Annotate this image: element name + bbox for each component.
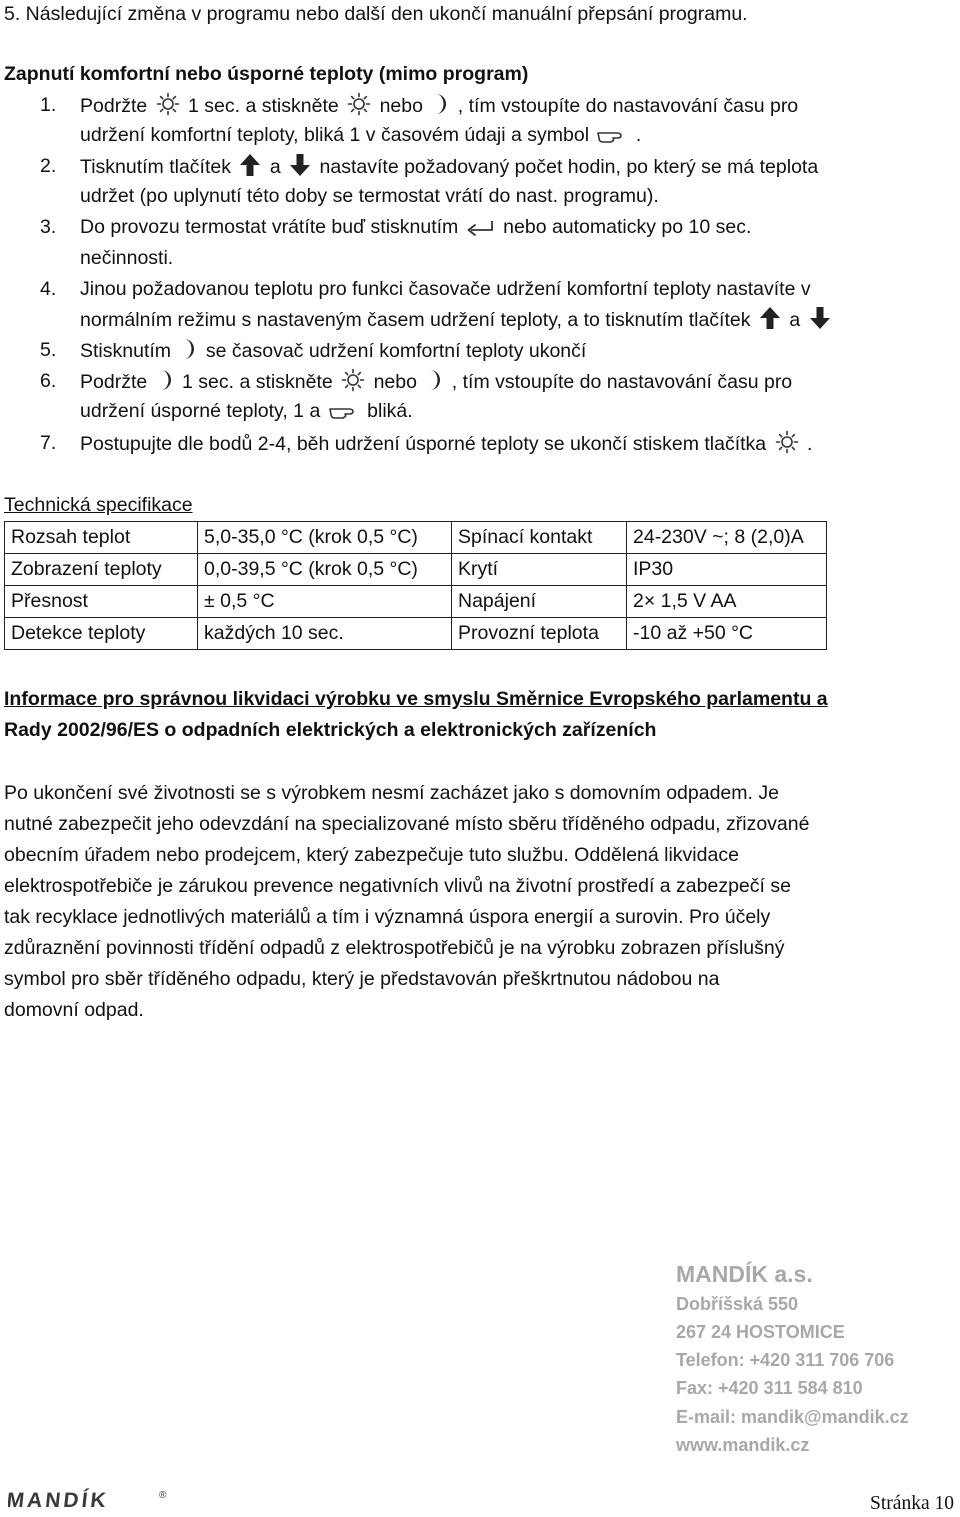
- item-6-number: 6.: [40, 370, 57, 392]
- spec-heading: Technická specifikace: [4, 494, 193, 516]
- hand-icon: [329, 403, 359, 421]
- table-row: [5, 618, 827, 650]
- item-7-number: 7.: [40, 432, 57, 454]
- arrow-up-icon: [239, 153, 261, 177]
- disposal-body-line: symbol pro sběr tříděného odpadu, který je představován přeškrtnutou nádobou na: [4, 968, 720, 990]
- disposal-body-line: elektrospotřebiče je zárukou prevence negativních vlivů na životní prostředí a zabezpečí se: [4, 875, 791, 897]
- item-3-line-1: Do provozu termostat vrátíte buď stisknutím nebo automaticky po 10 sec.: [80, 216, 752, 238]
- spec-table: [4, 521, 827, 650]
- disposal-body-line: zdůraznění povinnosti třídění odpadů z elektrospotřebičů je na výrobku zobrazen příslušný: [4, 937, 785, 959]
- table-cell: 24-230V ~; 8 (2,0)A: [627, 522, 827, 554]
- sun-icon: [775, 430, 799, 454]
- table-cell: Detekce teploty: [5, 618, 198, 650]
- table-cell: 2× 1,5 V AA: [627, 586, 827, 618]
- table-cell: -10 až +50 °C: [627, 618, 827, 650]
- disposal-heading-line-1: Informace pro správnou likvidaci výrobku ve smyslu Směrnice Evropského parlamentu a: [4, 688, 828, 710]
- company-web: www.mandik.cz: [676, 1435, 810, 1455]
- table-cell: Zobrazení teploty: [5, 554, 198, 586]
- arrow-down-icon: [809, 306, 831, 330]
- company-street: Dobříšská 550: [676, 1294, 799, 1314]
- table-row: [5, 586, 827, 618]
- item-7-line-1: Postupujte dle bodů 2-4, běh udržení úsporné teploty se ukončí stiskem tlačítka .: [80, 430, 812, 458]
- table-cell: 5,0-35,0 °C (krok 0,5 °C): [198, 522, 452, 554]
- item-5-number: 5.: [40, 339, 57, 361]
- step5-intro: 5. Následující změna v programu nebo další den ukončí manuální přepsání programu.: [4, 3, 748, 25]
- logo-text: MANDÍK: [8, 1489, 110, 1512]
- item-2-line-1: Tisknutím tlačítek a nastavíte požadovaný počet hodin, po který se má teplota: [80, 153, 818, 181]
- moon-icon: [425, 368, 443, 392]
- disposal-heading-line-2: Rady 2002/96/ES o odpadních elektrických a elektronických zařízeních: [4, 719, 657, 741]
- disposal-body-line: domovní odpad.: [4, 999, 144, 1021]
- enter-icon: [467, 219, 495, 237]
- moon-icon: [156, 368, 174, 392]
- table-cell: Rozsah teplot: [5, 522, 198, 554]
- company-name: MANDÍK a.s.: [676, 1261, 813, 1287]
- arrow-up-icon: [759, 306, 781, 330]
- table-cell: Krytí: [452, 554, 627, 586]
- arrow-down-icon: [289, 153, 311, 177]
- item-4-number: 4.: [40, 278, 57, 300]
- table-cell: ± 0,5 °C: [198, 586, 452, 618]
- moon-icon: [179, 337, 197, 361]
- item-1-number: 1.: [40, 94, 57, 116]
- disposal-body-line: tak recyklace jednotlivých materiálů a tím i významná úspora energií a surovin. Pro účely: [4, 906, 771, 928]
- table-cell: IP30: [627, 554, 827, 586]
- disposal-body-line: obecním úřadem nebo prodejcem, který zabezpečuje tuto službu. Oddělená likvidace: [4, 844, 739, 866]
- company-city: 267 24 HOSTOMICE: [676, 1322, 845, 1342]
- item-6-line-2: udržení úsporné teploty, 1 a bliká.: [80, 400, 413, 422]
- item-1-line-1: Podržte 1 sec. a stiskněte nebo , tím vstoupíte do nastavování času pro: [80, 92, 798, 120]
- logo-registered-mark: ®: [159, 1490, 167, 1501]
- disposal-body-line: Po ukončení své životnosti se s výrobkem nesmí zacházet jako s domovním odpadem. Je: [4, 782, 779, 804]
- moon-icon: [431, 92, 449, 116]
- sun-icon: [341, 368, 365, 392]
- item-1-line-2: udržení komfortní teploty, bliká 1 v časovém údaji a symbol .: [80, 124, 642, 146]
- item-5-line-1: Stisknutím se časovač udržení komfortní teploty ukončí: [80, 337, 586, 365]
- company-email: E-mail: mandik@mandik.cz: [676, 1407, 909, 1427]
- table-row: [5, 554, 827, 586]
- item-4-line-1: Jinou požadovanou teplotu pro funkci časovače udržení komfortní teploty nastavíte v: [80, 278, 811, 300]
- item-6-line-1: Podržte 1 sec. a stiskněte nebo , tím vstoupíte do nastavování času pro: [80, 368, 792, 396]
- sun-icon: [347, 92, 371, 116]
- table-cell: 0,0-39,5 °C (krok 0,5 °C): [198, 554, 452, 586]
- table-cell: Přesnost: [5, 586, 198, 618]
- table-cell: Napájení: [452, 586, 627, 618]
- item-3-number: 3.: [40, 216, 57, 238]
- item-2-line-2: udržet (po uplynutí této doby se termostat vrátí do nast. programu).: [80, 185, 659, 207]
- table-row: [5, 522, 827, 554]
- sun-icon: [156, 92, 180, 116]
- disposal-body-line: nutné zabezpečit jeho odevzdání na specializované místo sběru tříděného odpadu, zřizované: [4, 813, 810, 835]
- company-fax: Fax: +420 311 584 810: [676, 1378, 863, 1398]
- item-2-number: 2.: [40, 155, 57, 177]
- table-cell: Spínací kontakt: [452, 522, 627, 554]
- table-cell: Provozní teplota: [452, 618, 627, 650]
- table-cell: každých 10 sec.: [198, 618, 452, 650]
- mandik-logo: [8, 1488, 173, 1517]
- hand-icon: [597, 127, 627, 145]
- company-phone: Telefon: +420 311 706 706: [676, 1350, 895, 1370]
- page-number: Stránka 10: [870, 1493, 954, 1514]
- item-3-line-2: nečinnosti.: [80, 247, 174, 269]
- item-4-line-2: normálním režimu s nastaveným časem udržení teploty, a to tisknutím tlačítek a: [80, 306, 834, 334]
- comfort-heading: Zapnutí komfortní nebo úsporné teploty (mimo program): [4, 63, 529, 85]
